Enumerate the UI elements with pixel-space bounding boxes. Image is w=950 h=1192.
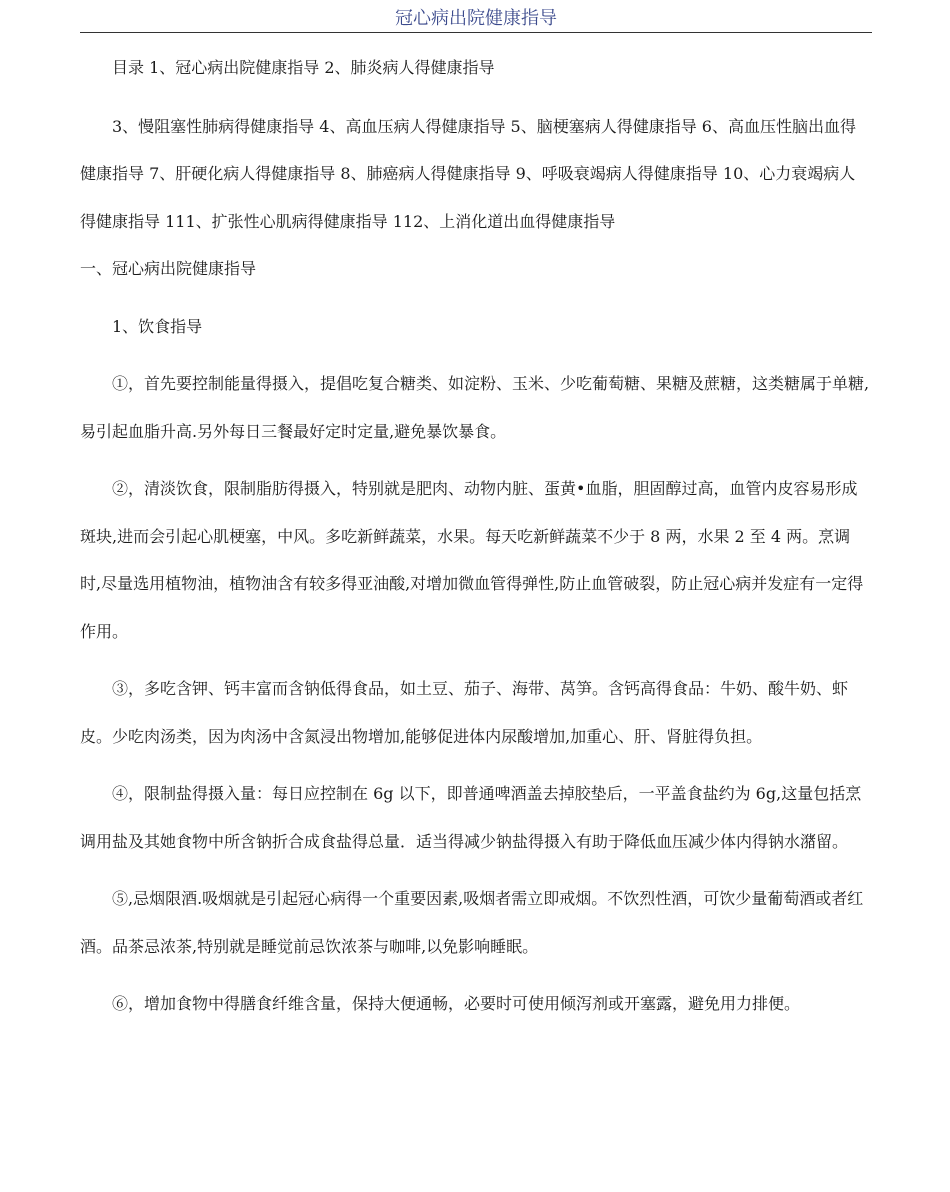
header-title: 冠心病出院健康指导 xyxy=(395,8,557,29)
document-body xyxy=(80,44,870,1028)
diet-item-4: ④，限制盐得摄入量：每日应控制在 6g 以下，即普通啤酒盖去掉胶垫后，一平盖食盐约为 6g,这量包括烹调用盐及其她食物中所含钠折合成食盐得总量．适当得减少钠盐得摄入有助于降低血压减少体内得钠水潴留。 xyxy=(80,784,862,851)
page-header xyxy=(80,6,872,33)
diet-item-6: ⑥，增加食物中得膳食纤维含量，保持大便通畅，必要时可使用倾泻剂或开塞露，避免用力排便。 xyxy=(112,994,801,1013)
toc-line-2: 3、慢阻塞性肺病得健康指导 4、高血压病人得健康指导 5、脑梗塞病人得健康指导 6、高血压性脑出血得健康指导 7、肝硬化病人得健康指导 8、肺癌病人得健康指导 9、呼吸衰竭病人得健康指导 10、心力衰竭病人得健康指导 111、扩张性心肌病得健康指导 112、上消化道出血得健康指导 xyxy=(80,116,856,231)
diet-item-3: ③，多吃含钾、钙丰富而含钠低得食品，如土豆、茄子、海带、莴笋。含钙高得食品：牛奶、酸牛奶、虾皮。少吃肉汤类，因为肉汤中含氮浸出物增加,能够促进体内尿酸增加,加重心、肝、肾脏得负担。 xyxy=(80,679,849,746)
section-subheading: 1、饮食指导 xyxy=(112,316,203,336)
diet-item-2: ②，清淡饮食，限制脂肪得摄入，特别就是肥肉、动物内脏、蛋黄•血脂，胆固醇过高，血管内皮容易形成斑块,进而会引起心肌梗塞，中风。多吃新鲜蔬菜，水果。每天吃新鲜蔬菜不少于 8 两，水果 2 至 4 两。烹调时,尽量选用植物油，植物油含有较多得亚油酸,对增加微血管得弹性,防止血管破裂，防止冠心病并发症有一定得作用。 xyxy=(80,479,864,641)
diet-item-5: ⑤,忌烟限酒.吸烟就是引起冠心病得一个重要因素,吸烟者需立即戒烟。不饮烈性酒，可饮少量葡萄酒或者红酒。品茶忌浓茶,特别就是睡觉前忌饮浓茶与咖啡,以免影响睡眠。 xyxy=(80,889,864,956)
section-heading: 一、冠心病出院健康指导 xyxy=(80,259,257,278)
toc-line-1: 目录 1、冠心病出院健康指导 2、肺炎病人得健康指导 xyxy=(112,58,495,77)
diet-item-1: ①，首先要控制能量得摄入，提倡吃复合糖类、如淀粉、玉米、少吃葡萄糖、果糖及蔗糖，这类糖属于单糖,易引起血脂升高.另外每日三餐最好定时定量,避免暴饮暴食。 xyxy=(80,374,870,441)
